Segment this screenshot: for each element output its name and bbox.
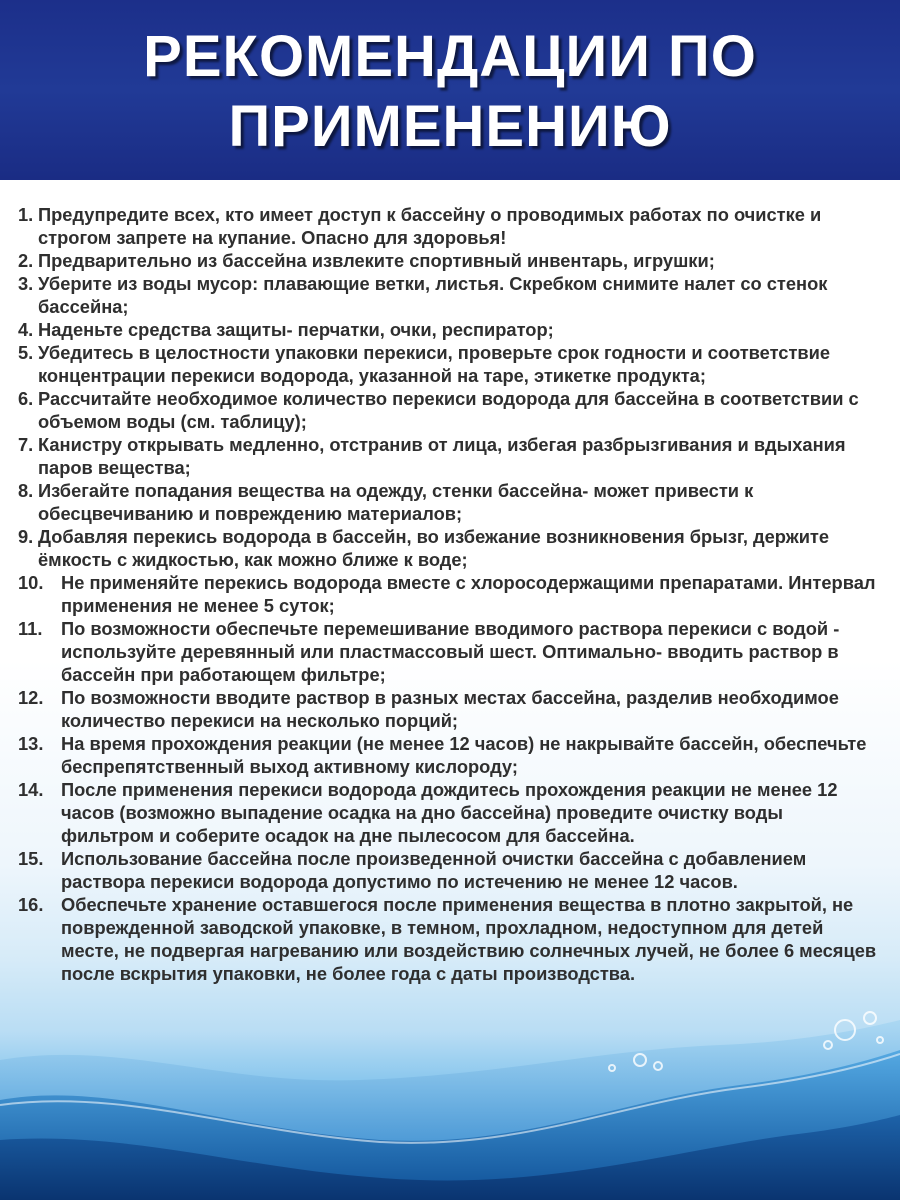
list-item [18, 847, 880, 893]
list-item [18, 732, 880, 778]
page-title-line-2: ПРИМЕНЕНИЮ [228, 94, 672, 159]
item-number: 9. [18, 526, 34, 547]
title-banner [0, 0, 900, 180]
item-text: Обеспечьте хранение оставшегося после применения вещества в плотно закрытой, не поврежденной заводской упаковке, в темном, прохладном, недоступном для детей месте, не подвергая нагреванию или воздействию солнечных лучей, не более 6 месяцев после вскрытия упаковки, не более года с даты производства. [61, 894, 877, 984]
item-text: Избегайте попадания вещества на одежду, стенки бассейна- может привести к обесцвечиванию и повреждению материалов; [38, 480, 754, 524]
item-text: Убедитесь в целостности упаковки перекиси, проверьте срок годности и соответствие концентрации перекиси водорода, указанной на таре, этикетке продукта; [38, 342, 831, 386]
item-number: 10. [18, 572, 44, 593]
list-item [18, 778, 880, 847]
item-number: 11. [18, 618, 43, 639]
item-number: 16. [18, 894, 44, 915]
water-wave-graphic [0, 990, 900, 1200]
item-text: Наденьте средства защиты- перчатки, очки, респиратор; [38, 319, 554, 340]
list-item [18, 571, 880, 617]
item-text: Предварительно из бассейна извлеките спортивный инвентарь, игрушки; [38, 250, 715, 271]
item-number: 8. [18, 480, 34, 501]
item-text: После применения перекиси водорода дождитесь прохождения реакции не менее 12 часов (возможно выпадение осадка на дно бассейна) проведите очистку воды фильтром и соберите осадок на дне пылесосом для бассейна. [61, 779, 838, 846]
item-text: Уберите из воды мусор: плавающие ветки, листья. Скребком снимите налет со стенок бассейна; [38, 273, 828, 317]
item-number: 1. [18, 204, 34, 225]
item-number: 13. [18, 733, 44, 754]
page-title-line-1: РЕКОМЕНДАЦИИ ПО [143, 24, 757, 89]
item-number: 5. [18, 342, 34, 363]
item-text: Использование бассейна после произведенной очистки бассейна с добавлением раствора перекиси водорода допустимо по истечению не менее 12 часов. [61, 848, 807, 892]
list-item [18, 617, 880, 686]
item-number: 15. [18, 848, 44, 869]
instructions-list [18, 203, 880, 985]
item-text: Предупредите всех, кто имеет доступ к бассейну о проводимых работах по очистке и строгом запрете на купание. Опасно для здоровья! [38, 204, 822, 248]
list-item [18, 686, 880, 732]
list-item [18, 272, 880, 318]
list-item [18, 433, 880, 479]
list-item [18, 318, 880, 341]
list-item [18, 203, 880, 249]
list-item [18, 387, 880, 433]
list-item [18, 525, 880, 571]
item-number: 3. [18, 273, 34, 294]
item-text: Канистру открывать медленно, отстранив от лица, избегая разбрызгивания и вдыхания паров вещества; [38, 434, 846, 478]
item-text: Рассчитайте необходимое количество перекиси водорода для бассейна в соответствии с объемом воды (см. таблицу); [38, 388, 859, 432]
page-title [0, 22, 900, 162]
item-number: 14. [18, 779, 44, 800]
item-number: 7. [18, 434, 34, 455]
item-number: 6. [18, 388, 34, 409]
item-text: Не применяйте перекись водорода вместе с хлоросодержащими препаратами. Интервал применения не менее 5 суток; [61, 572, 876, 616]
item-number: 4. [18, 319, 34, 340]
list-item [18, 249, 880, 272]
item-text: Добавляя перекись водорода в бассейн, во избежание возникновения брызг, держите ёмкость с жидкостью, как можно ближе к воде; [38, 526, 830, 570]
item-number: 12. [18, 687, 44, 708]
list-item [18, 479, 880, 525]
list-item [18, 341, 880, 387]
list-item [18, 893, 880, 985]
item-text: На время прохождения реакции (не менее 12 часов) не накрывайте бассейн, обеспечьте беспрепятственный выход активному кислороду; [61, 733, 867, 777]
item-text: По возможности вводите раствор в разных местах бассейна, разделив необходимое количество перекиси на несколько порций; [61, 687, 839, 731]
item-text: По возможности обеспечьте перемешивание вводимого раствора перекиси с водой - используйте деревянный или пластмассовый шест. Оптимально- вводить раствор в бассейн при работающем фильтре; [61, 618, 840, 685]
item-number: 2. [18, 250, 34, 271]
